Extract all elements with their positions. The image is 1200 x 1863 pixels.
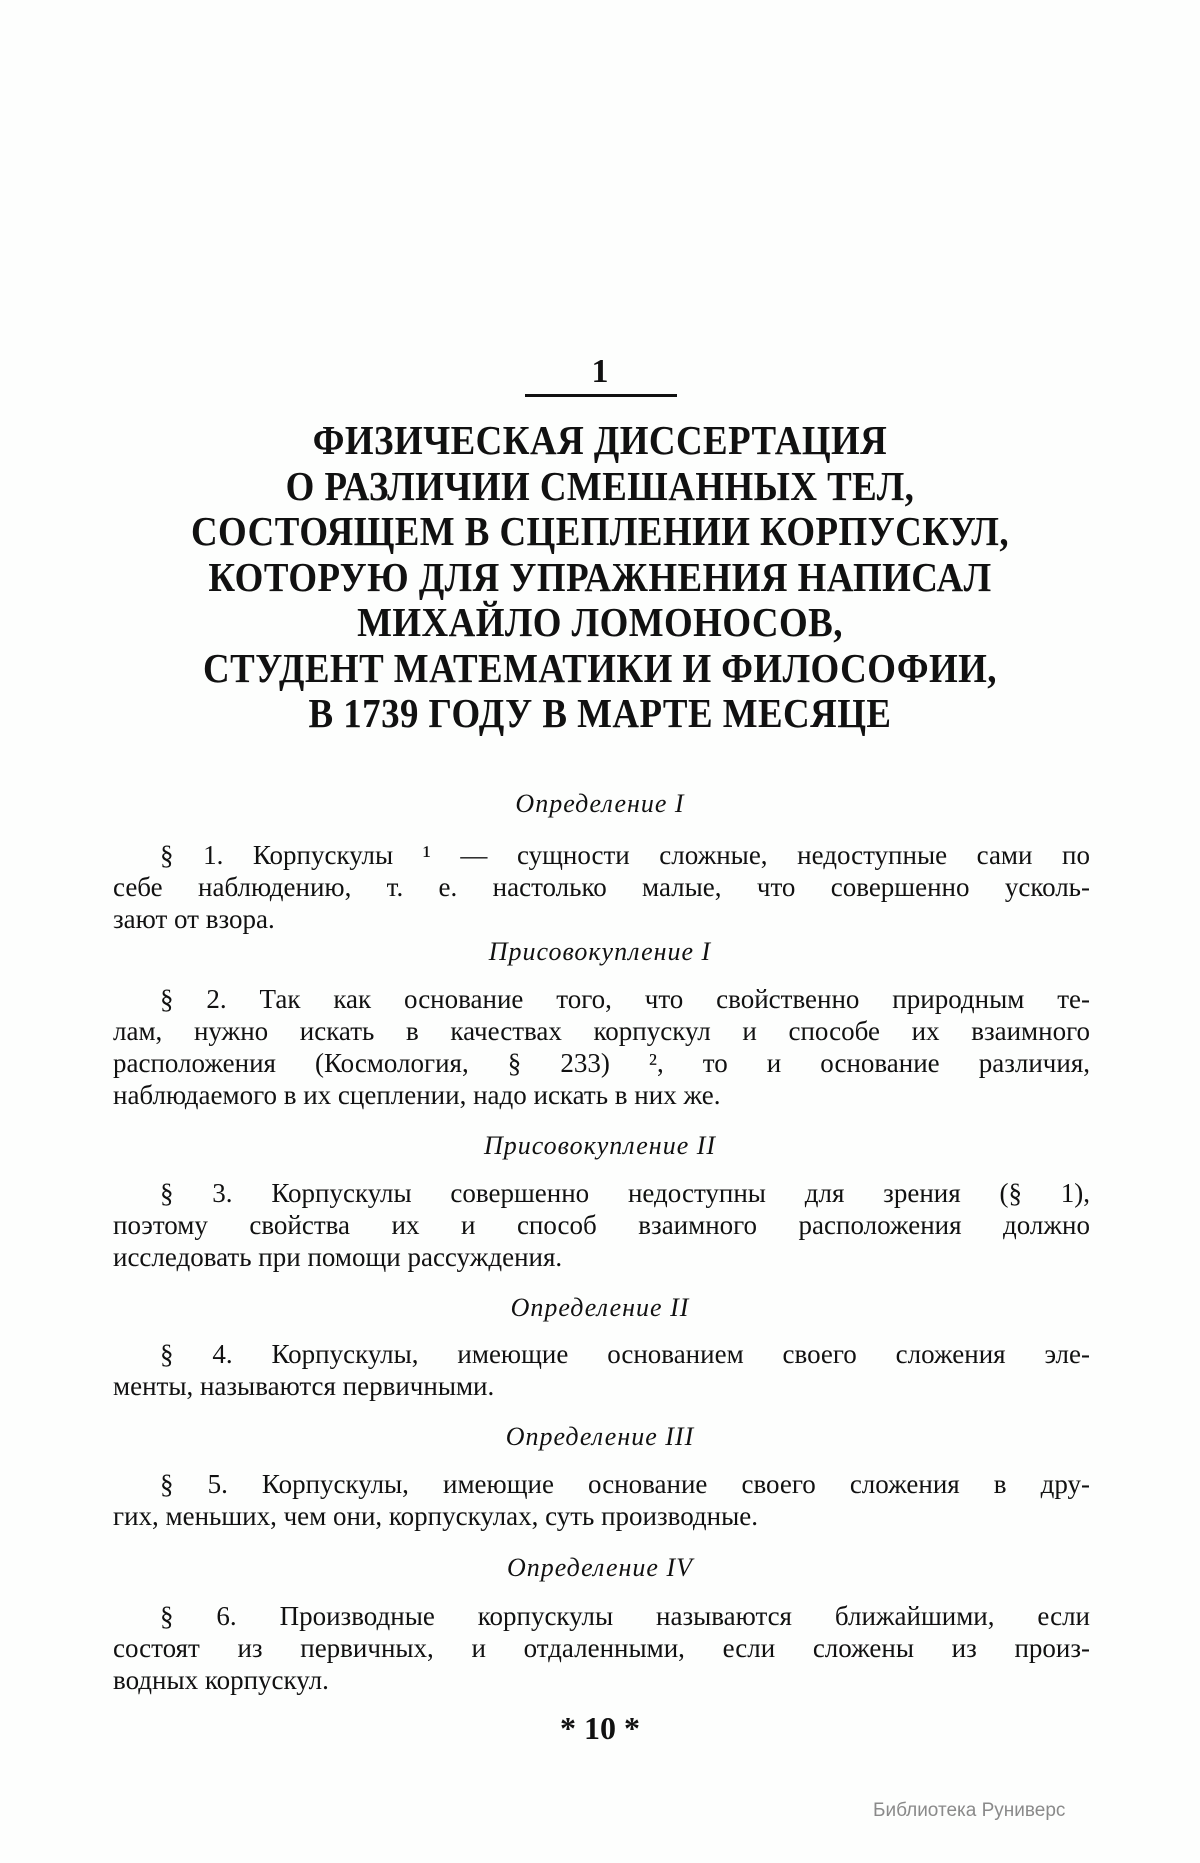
paragraph-line: расположения (Космология, § 233) ², то и основание различия, bbox=[113, 1048, 1090, 1078]
paragraph-line: § 3. Корпускулы совершенно недоступны для зрения (§ 1), bbox=[160, 1178, 1090, 1208]
paragraph-line: себе наблюдению, т. е. настолько малые, что совершенно усколь- bbox=[113, 872, 1090, 902]
chapter-number: 1 bbox=[591, 353, 609, 390]
paragraph-line: водных корпускул. bbox=[113, 1665, 329, 1695]
title-line: СОСТОЯЩЕМ В СЦЕПЛЕНИИ КОРПУСКУЛ, bbox=[190, 508, 1010, 554]
chapter-rule bbox=[525, 394, 677, 397]
title-line: МИХАЙЛО ЛОМОНОСОВ, bbox=[357, 599, 843, 645]
section-heading: Определение IV bbox=[506, 1553, 694, 1582]
watermark: Библиотека Руниверс bbox=[873, 1800, 1066, 1821]
paragraph-line: § 4. Корпускулы, имеющие основанием своего сложения эле- bbox=[160, 1339, 1090, 1369]
section-heading: Присовокупление II bbox=[483, 1131, 717, 1160]
paragraph-line: наблюдаемого в их сцеплении, надо искать в них же. bbox=[113, 1080, 721, 1110]
paragraph-line: состоят из первичных, и отдаленными, если сложены из произ- bbox=[113, 1633, 1090, 1663]
title-line: ФИЗИЧЕСКАЯ ДИССЕРТАЦИЯ bbox=[312, 417, 888, 463]
paragraph-line: зают от взора. bbox=[113, 904, 275, 934]
section-heading: Определение II bbox=[510, 1293, 690, 1322]
section-heading: Определение I bbox=[515, 789, 685, 818]
page-number: * 10 * bbox=[560, 1710, 640, 1746]
paragraph-line: § 5. Корпускулы, имеющие основание своего сложения в дру- bbox=[160, 1469, 1090, 1499]
section-heading: Определение III bbox=[505, 1422, 695, 1451]
paragraph-line: § 1. Корпускулы ¹ — сущности сложные, недоступные сами по bbox=[160, 840, 1090, 870]
title-line: В 1739 ГОДУ В МАРТЕ МЕСЯЦЕ bbox=[308, 690, 892, 736]
title-line: О РАЗЛИЧИИ СМЕШАННЫХ ТЕЛ, bbox=[285, 463, 915, 509]
paragraph-line: менты, называются первичными. bbox=[113, 1371, 495, 1401]
title-line: СТУДЕНТ МАТЕМАТИКИ И ФИЛОСОФИИ, bbox=[203, 645, 997, 691]
paragraph-line: гих, меньших, чем они, корпускулах, суть производные. bbox=[113, 1501, 758, 1531]
title-line: КОТОРУЮ ДЛЯ УПРАЖНЕНИЯ НАПИСАЛ bbox=[208, 554, 992, 600]
paragraph-line: исследовать при помощи рассуждения. bbox=[113, 1242, 563, 1272]
paragraph-line: § 6. Производные корпускулы называются ближайшими, если bbox=[160, 1601, 1090, 1631]
paragraph-line: § 2. Так как основание того, что свойственно природным те- bbox=[160, 984, 1090, 1014]
section-heading: Присовокупление I bbox=[488, 937, 712, 966]
paragraph-line: лам, нужно искать в качествах корпускул и способе их взаимного bbox=[113, 1016, 1090, 1046]
paragraph-line: поэтому свойства их и способ взаимного расположения должно bbox=[113, 1210, 1090, 1240]
